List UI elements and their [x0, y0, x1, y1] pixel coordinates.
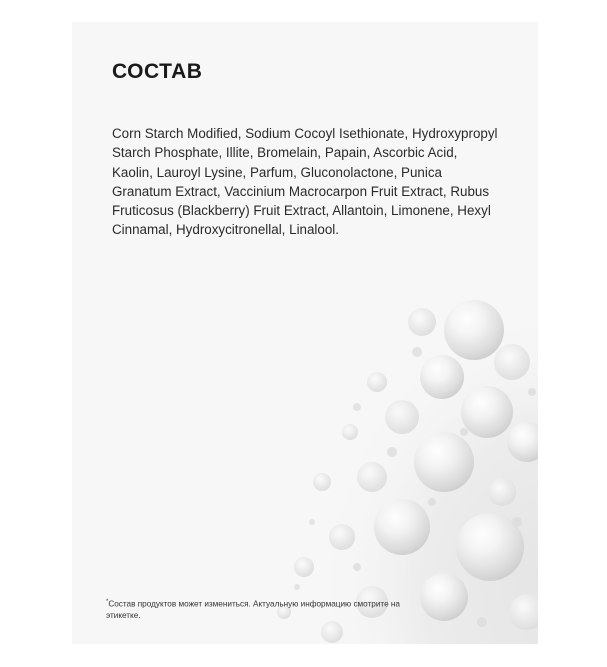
footnote [106, 597, 436, 621]
composition-title: СОСТАВ [112, 60, 203, 83]
foam-bubbles-image [72, 22, 538, 644]
footnote-marker: * [106, 599, 109, 605]
composition-card [72, 22, 538, 644]
ingredients-list: Corn Starch Modified, Sodium Cocoyl Isethionate, Hydroxypropyl Starch Phosphate, Illite, Bromelain, Papain, Ascorbic Acid, Kaolin, Lauroyl Lysine, Parfum, Gluconolactone, Punica Granatum Extract, Vaccinium Macrocarpon Fruit Extract, Rubus Fruticosus (Blackberry) Fruit Extract, Allantoin, Limonene, Hexyl Cinnamal, Hydroxycitronellal, Linalool. [112, 126, 498, 238]
footnote-text: Состав продуктов может измениться. Актуальную информацию смотрите на этикетке. [106, 599, 400, 620]
